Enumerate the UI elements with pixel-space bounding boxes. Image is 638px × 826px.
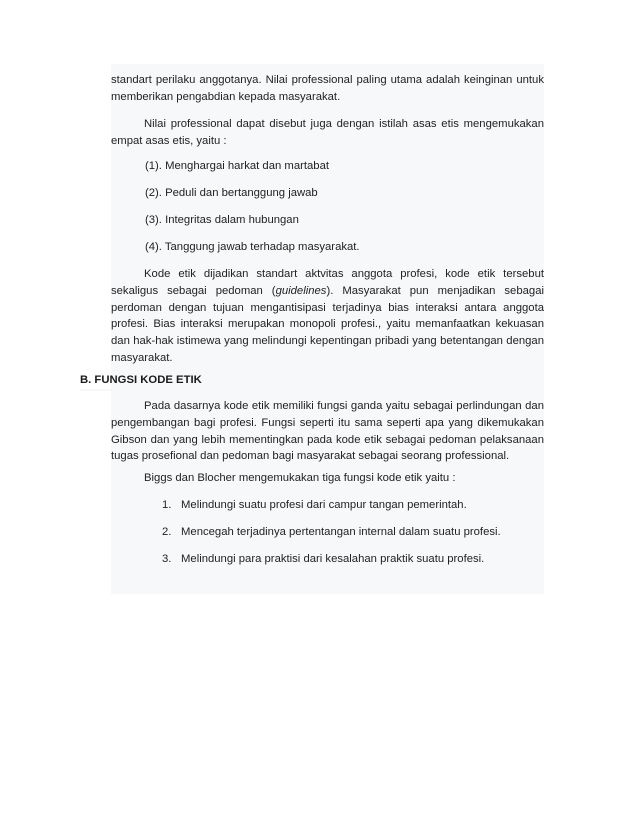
item-number: 1. [162, 499, 172, 511]
list-item: (2). Peduli dan bertanggung jawab [145, 187, 318, 199]
paragraph-text-end: ). Masyarakat pun menjadikan sebagai perdoman dengan tujuan mengantisipasi terjadinya bias interaksi antara anggota profesi. Bias interaksi merupakan monopoli profesi., yaitu memanfaatkan kekuasan dan hak-hak istimewa yang melindungi kepentingan pribadi yang betentangan dengan masyarakat. [111, 284, 544, 364]
italic-term: guidelines [275, 284, 327, 297]
item-text: Mencegah terjadinya pertentangan internal dalam suatu profesi. [181, 526, 501, 538]
item-number: 3. [162, 553, 172, 565]
item-text: Melindungi suatu profesi dari campur tangan pemerintah. [181, 499, 467, 511]
numbered-item [162, 551, 546, 568]
paragraph-kode-etik [111, 266, 544, 367]
paragraph-asas-etis: Nilai professional dapat disebut juga dengan istilah asas etis mengemukakan empat asas etis, yaitu : [111, 118, 544, 147]
list-item: (3). Integritas dalam hubungan [145, 214, 299, 226]
heading-background [80, 389, 111, 391]
item-number: 2. [162, 526, 172, 538]
numbered-item [162, 524, 546, 541]
paragraph-continuation: standart perilaku anggotanya. Nilai professional paling utama adalah keinginan untuk memberikan pengabdian kepada masyarakat. [111, 74, 544, 103]
section-heading: B. FUNGSI KODE ETIK [80, 374, 202, 386]
paragraph-fungsi: Pada dasarnya kode etik memiliki fungsi ganda yaitu sebagai perlindungan dan pengembangan bagi profesi. Fungsi seperti itu sama seperti apa yang dikemukakan Gibson dan yang lebih mementingkan pada kode etik sebagai pedoman pelaksanaan tugas prosefional dan pedoman bagi masyarakat sebagai seorang professional. [111, 400, 544, 463]
paragraph-text-start: Kode etik dijadikan standart aktvitas anggota profesi, kode etik tersebut sekaligus sebagai pedoman ( [111, 268, 544, 297]
list-item: (1). Menghargai harkat dan martabat [145, 160, 329, 172]
list-item: (4). Tanggung jawab terhadap masyarakat. [145, 241, 360, 253]
paragraph-biggs-blocher: Biggs dan Blocher mengemukakan tiga fungsi kode etik yaitu : [144, 472, 456, 484]
item-text: Melindungi para praktisi dari kesalahan praktik suatu profesi. [181, 553, 485, 565]
numbered-item [162, 497, 546, 514]
